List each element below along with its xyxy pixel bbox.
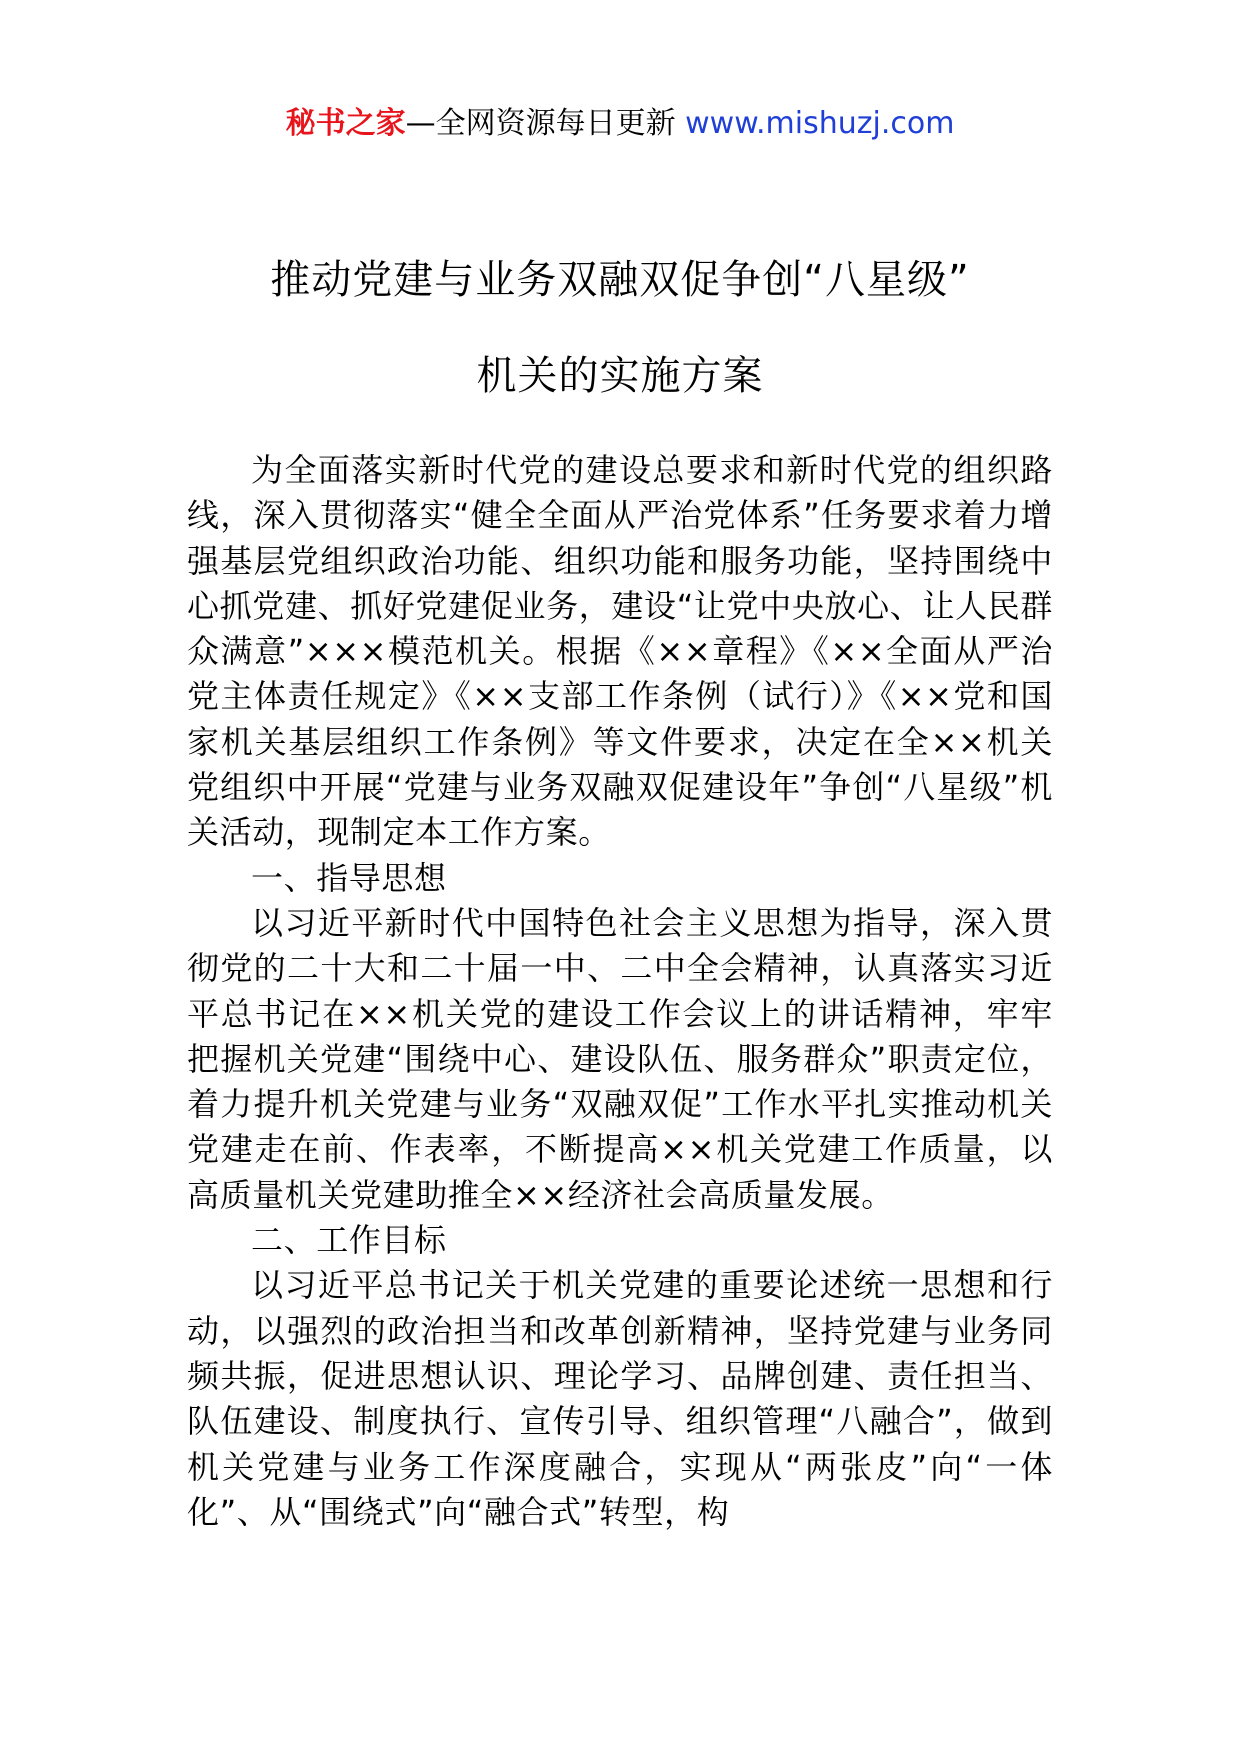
document-body xyxy=(187,448,1053,1535)
intro-paragraph: 为全面落实新时代党的建设总要求和新时代党的组织路线，深入贯彻落实“健全全面从严治党体系”任务要求着力增强基层党组织政治功能、组织功能和服务功能，坚持围绕中心抓党建、抓好党建促业务，建设“让党中央放心、让人民群众满意”×××模范机关。根据《××章程》《××全面从严治党主体责任规定》《××支部工作条例（试行）》《××党和国家机关基层组织工作条例》等文件要求，决定在全××机关党组织中开展“党建与业务双融双促建设年”争创“八星级”机关活动，现制定本工作方案。 xyxy=(187,451,1053,852)
site-banner xyxy=(0,100,1240,148)
section-heading-guiding-thought: 一、指导思想 xyxy=(251,858,447,897)
guiding-thought-paragraph: 以习近平新时代中国特色社会主义思想为指导，深入贯彻党的二十大和二十届一中、二中全会精神，认真落实习近平总书记在××机关党的建设工作会议上的讲话精神，牢牢把握机关党建“围绕中心、建设队伍、服务群众”职责定位，着力提升机关党建与业务“双融双促”工作水平扎实推动机关党建走在前、作表率，不断提高××机关党建工作质量，以高质量机关党建助推全××经济社会高质量发展。 xyxy=(187,903,1053,1214)
section-heading-work-goals: 二、工作目标 xyxy=(251,1221,447,1260)
title-line-2: 机关的实施方案 xyxy=(476,353,764,399)
site-url-link[interactable]: www.mishuzj.com xyxy=(685,106,955,141)
title-line-1: 推动党建与业务双融双促争创“八星级” xyxy=(270,257,970,303)
document-title xyxy=(0,232,1240,424)
brand-name: 秘书之家 xyxy=(285,106,406,141)
work-goals-paragraph: 以习近平总书记关于机关党建的重要论述统一思想和行动，以强烈的政治担当和改革创新精神，坚持党建与业务同频共振，促进思想认识、理论学习、品牌创建、责任担当、队伍建设、制度执行、宣传引导、组织管理“八融合”，做到机关党建与业务工作深度融合，实现从“两张皮”向“一体化”、从“围绕式”向“融合式”转型，构 xyxy=(187,1266,1053,1531)
banner-tagline: —全网资源每日更新 xyxy=(405,106,686,141)
